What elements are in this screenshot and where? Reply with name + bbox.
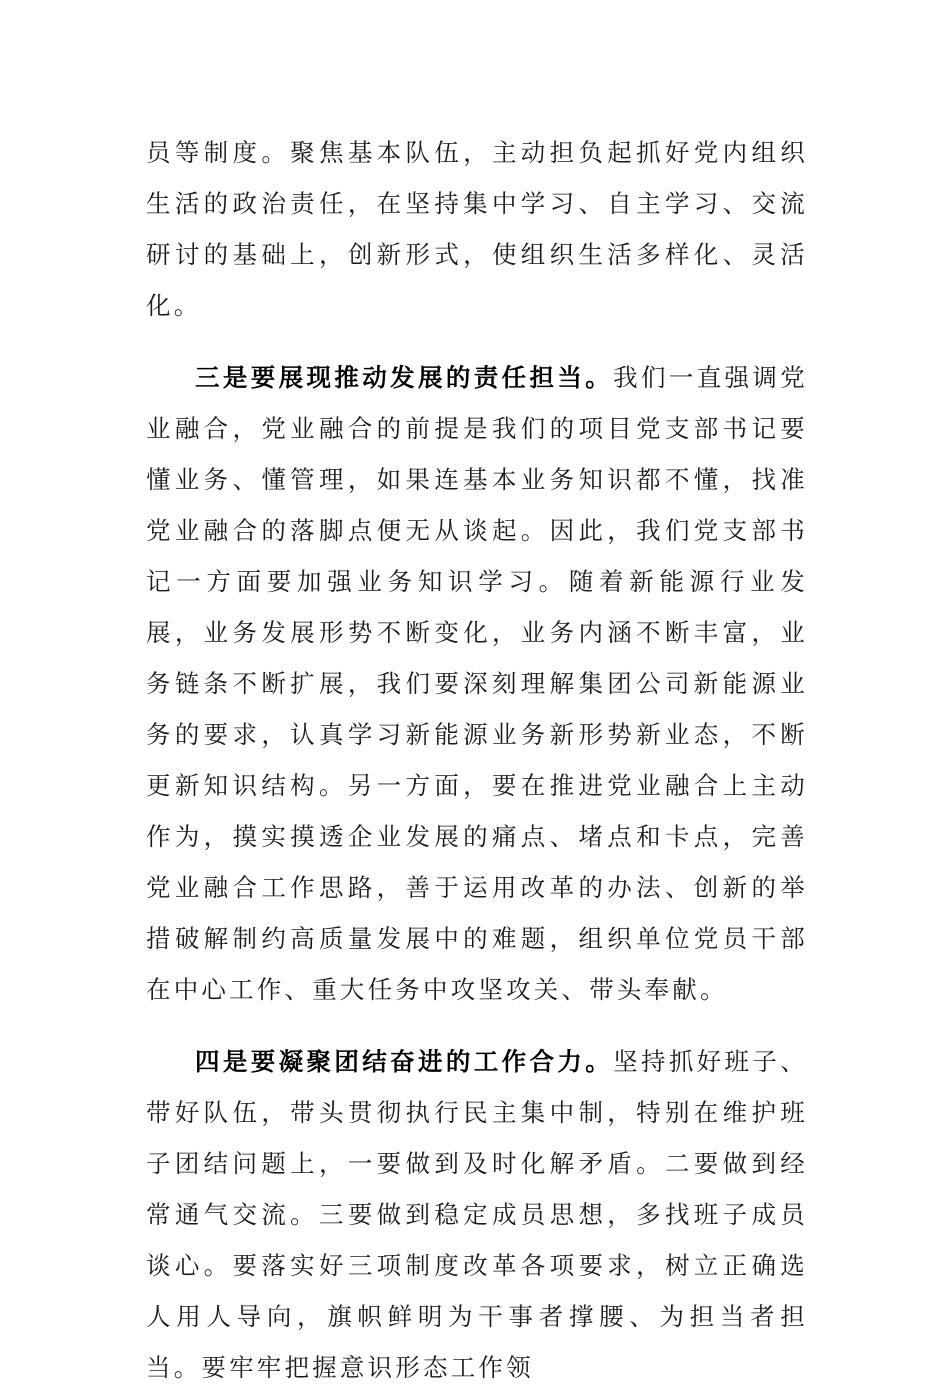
paragraph-point-four: [146, 1036, 808, 1393]
paragraph-text: 坚持抓好班子、带好队伍，带头贯彻执行民主集中制，特别在维护班子团结问题上，一要做到及时化解矛盾。二要做到经常通气交流。三要做到稳定成员思想，多找班子成员谈心。要落实好三项制度改革各项要求，树立正确选人用人导向，旗帜鲜明为干事者撑腰、为担当者担当。要牢牢把握意识形态工作领: [146, 1047, 809, 1382]
paragraph-text: 员等制度。聚焦基本队伍，主动担负起抓好党内组织生活的政治责任，在坚持集中学习、自主学习、交流研讨的基础上，创新形式，使组织生活多样化、灵活化。: [146, 138, 808, 320]
paragraph-continuation: [146, 127, 808, 331]
paragraph-heading: 四是要凝聚团结奋进的工作合力。: [195, 1047, 614, 1076]
document-body: [146, 127, 808, 1393]
paragraph-text: 我们一直强调党业融合，党业融合的前提是我们的项目党支部书记要懂业务、懂管理，如果连基本业务知识都不懂，找准党业融合的落脚点便无从谈起。因此，我们党支部书记一方面要加强业务知识学习。随着新能源行业发展，业务发展形势不断变化，业务内涵不断丰富，业务链条不断扩展，我们要深刻理解集团公司新能源业务的要求，认真学习新能源业务新形势新业态，不断更新知识结构。另一方面，要在推进党业融合上主动作为，摸实摸透企业发展的痛点、堵点和卡点，完善党业融合工作思路，善于运用改革的办法、创新的举措破解制约高质量发展中的难题，组织单位党员干部在中心工作、重大任务中攻坚攻关、带头奉献。: [146, 363, 809, 1004]
paragraph-heading: 三是要展现推动发展的责任担当。: [195, 363, 614, 392]
paragraph-point-three: [146, 352, 808, 1015]
